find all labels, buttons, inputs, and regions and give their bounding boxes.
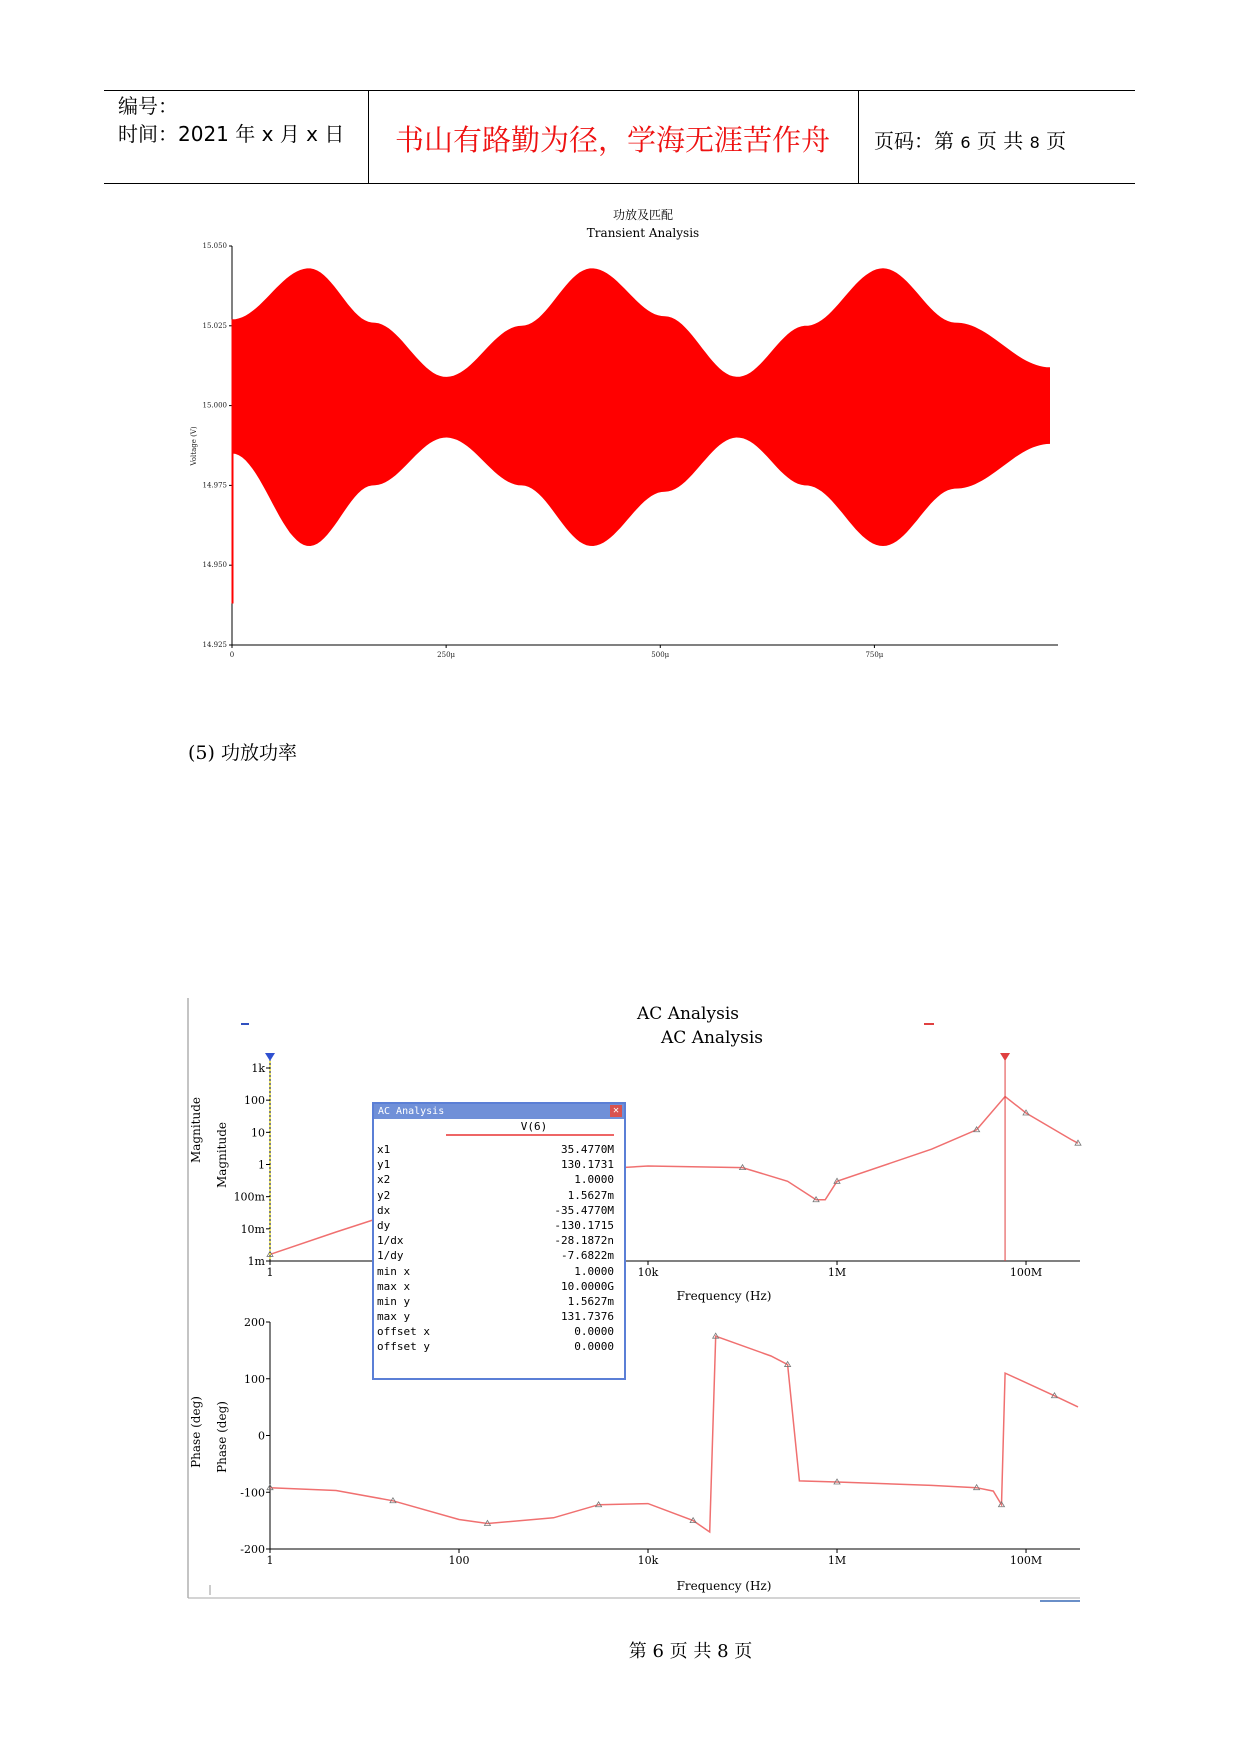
mag-y-tick-label: 1 <box>258 1158 265 1172</box>
header-divider-right <box>858 90 859 183</box>
page-suffix: 页 <box>1046 129 1067 153</box>
phase-y-tick-label: 100 <box>244 1372 265 1386</box>
cursor-row <box>374 1203 624 1218</box>
transient-x-tick-label: 250μ <box>437 651 456 659</box>
cursor-row-value: 0.0000 <box>574 1340 614 1354</box>
cursor-readout-window[interactable] <box>372 1102 626 1380</box>
transient-y-tick-label: 15.050 <box>202 242 227 250</box>
phase-x-label: Frequency (Hz) <box>676 1579 772 1593</box>
cursor-row-label: x2 <box>377 1173 391 1187</box>
transient-y-tick-label: 14.950 <box>202 561 227 570</box>
transient-y-tick-label: 15.000 <box>202 401 227 410</box>
mag-y-label-1: Magnitude <box>189 1096 203 1164</box>
cursor-row-label: max y <box>377 1310 411 1324</box>
phase-y-tick-label: -200 <box>240 1543 265 1556</box>
cursor-row <box>374 1248 624 1263</box>
phase-x-tick-label: 1M <box>827 1554 847 1567</box>
transient-title: 功放及匹配 <box>612 208 674 222</box>
header-divider-left <box>368 90 369 183</box>
cursor-row-label: dx <box>377 1203 391 1217</box>
cursor-row <box>374 1233 624 1248</box>
cursor-row-value: -35.4770M <box>554 1203 614 1217</box>
cursor-row <box>374 1294 624 1309</box>
header-motto: 书山有路勤为径，学海无涯苦作舟 <box>394 123 830 157</box>
mag-x-tick-label: 1M <box>827 1266 847 1279</box>
cursor-row-value: 1.0000 <box>574 1173 614 1187</box>
header-left-cell <box>118 92 344 148</box>
cursor-trace-swatch <box>446 1134 614 1136</box>
mag-y-tick-label: 100m <box>233 1190 265 1204</box>
phase-x-tick-label: 10k <box>637 1554 659 1567</box>
cursor-row-value: 35.4770M <box>561 1143 614 1156</box>
transient-subtitle: Transient Analysis <box>586 226 700 240</box>
page-footer: 第 6 页 共 8 页 <box>628 1641 753 1662</box>
cursor-row-label: offset x <box>377 1325 430 1339</box>
transient-chart <box>190 207 1058 659</box>
mag-y-tick-label: 10 <box>251 1126 265 1140</box>
cursor-row-label: 1/dx <box>377 1234 404 1248</box>
cursor-row-label: dy <box>377 1218 391 1232</box>
ac-chart <box>188 998 1081 1601</box>
mag-x-label: Frequency (Hz) <box>676 1289 772 1303</box>
phase-y-tick-label: 0 <box>258 1429 265 1443</box>
page-middle: 页 共 <box>976 129 1024 153</box>
section-heading: (5) 功放功率 <box>188 742 297 764</box>
cursor-row-value: -28.1872n <box>554 1234 614 1248</box>
transient-x-tick-label: 0 <box>229 651 235 659</box>
transient-x-tick-label: 500μ <box>651 651 670 659</box>
mag-y-tick-label: 1k <box>251 1062 265 1075</box>
header-top-rule <box>104 90 1135 91</box>
cursor-row-value: 131.7376 <box>561 1310 614 1324</box>
cursor-window-title: AC Analysis <box>378 1106 445 1117</box>
cursor-window-titlebar[interactable] <box>374 1104 624 1119</box>
mag-y-tick-label: 1m <box>247 1255 265 1268</box>
transient-y-tick-label: 14.925 <box>202 641 227 649</box>
cursor-row <box>374 1142 624 1157</box>
cursor-row <box>374 1264 624 1279</box>
header-page-info <box>874 125 1066 154</box>
cursor-rows <box>374 1142 624 1355</box>
cursor-row-value: 130.1731 <box>561 1158 614 1172</box>
page-prefix: 页码：第 <box>874 129 954 153</box>
cursor-row <box>374 1279 624 1294</box>
cursor-row-value: 1.5627m <box>567 1294 614 1308</box>
mag-x-tick-label: 10k <box>637 1266 659 1279</box>
cursor-row-label: x1 <box>377 1143 391 1156</box>
time-label: 时间：2021 年 x 月 x 日 <box>118 122 345 146</box>
phase-x-tick-label: 100M <box>1009 1554 1043 1567</box>
page-total: 8 <box>1029 133 1040 152</box>
header-bottom-rule <box>104 183 1135 184</box>
cursor-row-label: y1 <box>377 1158 391 1172</box>
ac-title-1: AC Analysis <box>637 1004 739 1024</box>
cursor-row <box>374 1218 624 1233</box>
cursor-row-value: 1.0000 <box>574 1264 614 1278</box>
cursor-column-header: V(6) <box>520 1120 548 1133</box>
cursor-row <box>374 1172 624 1187</box>
phase-y-label-2: Phase (deg) <box>215 1401 229 1473</box>
phase-y-tick-label: 200 <box>244 1316 265 1329</box>
mag-x-tick-label: 1 <box>266 1266 274 1279</box>
transient-marks <box>203 242 1051 659</box>
cursor-row-label: min y <box>377 1294 411 1308</box>
transient-y-label: Voltage (V) <box>190 426 198 466</box>
mag-y-tick-label: 100 <box>244 1094 265 1108</box>
mag-y-label-2: Magnitude <box>215 1121 229 1189</box>
cursor-row-value: 1.5627m <box>567 1188 614 1202</box>
cursor-row-label: min x <box>377 1264 411 1278</box>
transient-envelope-band <box>232 268 1050 546</box>
cursor-row <box>374 1339 624 1354</box>
phase-y-label-1: Phase (deg) <box>189 1396 203 1468</box>
cursor-row-label: 1/dy <box>377 1249 404 1263</box>
cursor-row-value: 10.0000G <box>561 1279 614 1293</box>
phase-y-tick-label: -100 <box>240 1486 265 1500</box>
ac-title-2: AC Analysis <box>661 1028 763 1048</box>
transient-y-tick-label: 15.025 <box>202 321 227 330</box>
cursor-row-value: -130.1715 <box>554 1218 614 1232</box>
close-icon[interactable]: ✕ <box>610 1105 622 1117</box>
phase-x-tick-label: 1 <box>266 1554 274 1567</box>
cursor-row-label: offset y <box>377 1340 430 1354</box>
mag-x-tick-label: 100M <box>1009 1266 1043 1279</box>
cursor-row <box>374 1309 624 1324</box>
mag-y-tick-label: 10m <box>240 1222 265 1236</box>
cursor-row-value: 0.0000 <box>574 1325 614 1339</box>
cursor-row-label: y2 <box>377 1188 391 1202</box>
phase-x-tick-label: 100 <box>448 1554 470 1567</box>
cursor-row-value: -7.6822m <box>561 1249 614 1263</box>
cursor-row <box>374 1324 624 1339</box>
cursor-row <box>374 1188 624 1203</box>
ac-plot-background <box>188 998 1080 1598</box>
cursor-row-label: max x <box>377 1279 411 1293</box>
transient-x-tick-label: 750μ <box>865 651 884 659</box>
transient-y-tick-label: 14.975 <box>202 481 227 490</box>
page-current: 6 <box>960 133 971 152</box>
cursor-row <box>374 1157 624 1172</box>
serial-label: 编号： <box>118 94 178 118</box>
